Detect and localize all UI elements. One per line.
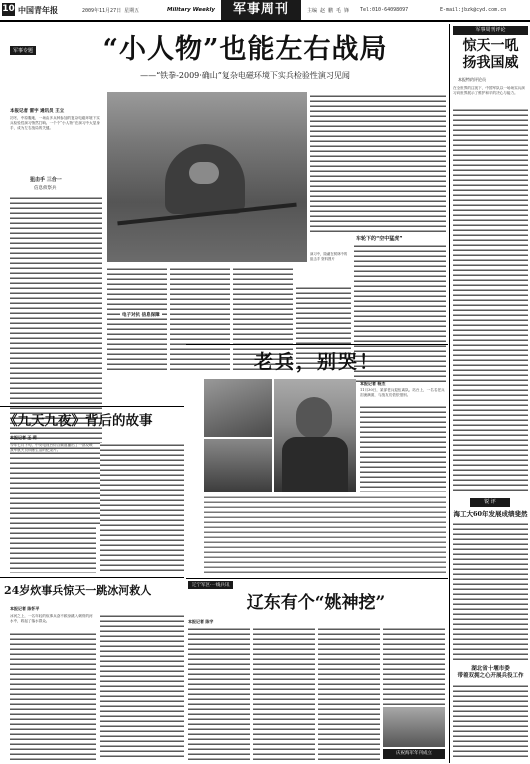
article-body-text <box>100 614 184 760</box>
article-body-text <box>204 495 446 573</box>
yao-story <box>186 578 448 764</box>
issue-date: 2009年11月27日 星期五 <box>82 8 140 14</box>
lead-kicker: 军事专题 <box>10 46 36 55</box>
sidebar-headline <box>453 38 528 72</box>
photo-caption: 演习中，隐蔽在树林中的狙击手 资料图片 <box>310 252 348 261</box>
sidebar-byline: 本报特约评论员 <box>458 77 486 82</box>
paper-name: 中国青年报 <box>18 6 58 15</box>
sidebar-box-title: 锐 评 <box>470 498 510 507</box>
article-body-text <box>10 461 96 573</box>
article-body-text <box>453 108 528 492</box>
rescue-story <box>0 577 184 764</box>
veteran-story <box>186 344 448 577</box>
sidebar-bottom-headline <box>453 666 528 680</box>
veteran-text: 11月30日，某部老兵退伍离队。站台上，一名名老兵泪流满面，与战友们依依惜别。 <box>360 388 445 397</box>
email-line: E-mail:jbzk@cyd.com.cn <box>440 7 507 13</box>
yao-photo-caption: 庆祝海军年刊成立 <box>383 749 445 759</box>
article-body-text <box>107 267 167 372</box>
veteran-photo-right <box>274 379 356 492</box>
rescue-headline: 24岁炊事兵惊天一跳冰河救人 <box>4 584 152 597</box>
veteran-headline: 老兵，别哭！ <box>253 351 380 373</box>
section-header: 本报记者 雷宇 通讯员 王立 <box>10 109 65 114</box>
veteran-photo-left <box>204 379 272 437</box>
sidebar-headline-line1: 惊天一吼 <box>462 38 519 54</box>
rescue-text: 冰河之上，一名年轻的炊事兵奋不顾身跳入刺骨的河水中，救起了落水群众。 <box>10 614 93 623</box>
lead-subhead: ——“铁拳-2009·确山”复杂电磁环境下实兵检验性演习见闻 <box>140 71 350 80</box>
sky-text: 今年七月下旬，中央电视台综合频道播出了一部反映我军航天员训练生活的纪录片。 <box>10 443 93 452</box>
sky-story <box>0 406 184 577</box>
section-title: 军事周刊 <box>221 0 301 20</box>
veteran-photo-bottom <box>204 439 272 492</box>
section-header: 信息侦察兵 <box>34 186 57 191</box>
article-body-text <box>360 405 446 492</box>
masthead <box>0 0 530 22</box>
yao-byline: 本报记者 陈宇 <box>188 619 214 624</box>
yao-section-label: 辽宁军区·一线兵讯 <box>188 581 233 589</box>
section-header: 车轮下的“空中猛虎” <box>356 236 403 242</box>
rescue-byline: 本报记者 陈怀平 <box>10 606 40 611</box>
lead-photo <box>107 92 307 262</box>
sky-headline: 《九天九夜》背后的故事 <box>4 413 153 429</box>
article-body-text <box>318 627 380 760</box>
article-body-text <box>253 627 315 760</box>
sidebar-box-headline: 海工大60年发展成绩斐然 <box>453 510 528 518</box>
sidebar-body: 在全世界的注视下，中国军队以一场场实兵演习向世界展示了维护和平的决心与能力。 <box>453 86 525 95</box>
article-body-text <box>453 522 528 662</box>
lead-story <box>0 24 448 354</box>
sidebar-column-title: 军事周刊评论 <box>453 26 528 35</box>
section-english: Military Weekly <box>167 7 215 13</box>
sky-byline: 本报记者 王 莉 <box>10 435 37 440</box>
article-body-text <box>310 94 446 232</box>
page-number: 10 <box>2 4 15 14</box>
sidebar-headline-line2: 扬我国威 <box>462 55 519 71</box>
section-header: 电子对抗 信息保障 <box>122 313 160 318</box>
article-body-text <box>10 632 96 760</box>
veteran-byline: 本报记者 杨杰 <box>360 381 386 386</box>
soldier-face <box>189 162 219 184</box>
article-body-text <box>383 627 445 705</box>
editor-line: 主编 赵 鹏 毛 锋 <box>307 8 350 14</box>
sidebar-bottom-line1: 湖北省十堰市委 <box>471 666 510 672</box>
yao-photo <box>383 707 445 747</box>
yao-headline: 辽东有个“姚神挖” <box>246 593 386 613</box>
section-header: 狙击手 三合一 <box>30 177 62 183</box>
sidebar-bottom-line2: 带着双拥之心开展兵役工作 <box>457 673 524 679</box>
lead-headline: “小人物”也能左右战局 <box>102 34 388 65</box>
article-body-text <box>188 627 250 760</box>
soldier-body <box>282 437 348 492</box>
article-body-text <box>453 684 528 760</box>
phone-line: Tel:010-64098097 <box>360 7 409 13</box>
masthead-rule <box>0 20 530 22</box>
lead-intro: 初冬，中原腹地，一场由多兵种参加的复杂电磁环境下实兵检验性演习悄然打响。一个个“小人物”在演习中大显身手，成为左右战局的关键。 <box>10 116 100 130</box>
article-body-text <box>100 443 184 573</box>
sidebar <box>449 24 530 763</box>
soldier-head <box>296 397 332 439</box>
